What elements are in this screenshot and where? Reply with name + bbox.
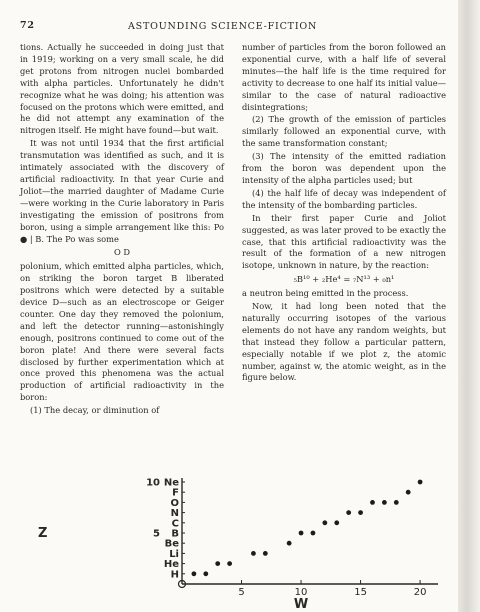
x-tick-label: 15 <box>354 587 367 598</box>
magazine-page <box>18 18 446 608</box>
x-tick-label: 10 <box>294 587 308 598</box>
text-columns <box>20 42 446 472</box>
page-number: 72 <box>20 20 35 31</box>
y-element-label: B <box>171 528 179 540</box>
paragraph: Now, it had long been noted that the naturally occurring isotopes of the various elements do not have any random weights, but that instead they follow a particular pattern, especially notable if we plot z, the atomic number, against w, the atomic weight, as in the figure below. <box>242 301 446 383</box>
paragraph: (1) The decay, or diminution of <box>30 405 160 416</box>
x-axis-label: W <box>293 597 309 608</box>
y-element-label: Ne <box>163 477 179 489</box>
paragraph: (4) the half life of decay was independent of the intensity of the bombarding particles. <box>242 187 446 210</box>
data-point <box>322 520 327 525</box>
inline-diagram-labels: O D <box>113 247 131 258</box>
paragraph: (2) The growth of the emission of particles similarly followed an exponential curve, with the same transformation constant; <box>242 114 446 149</box>
left-column <box>20 42 224 472</box>
nuclear-reaction-equation: ₅B¹⁰ + ₂He⁴ = ₇N¹³ + ₀n¹ <box>293 274 395 285</box>
data-point <box>203 571 208 576</box>
y-axis-label: Z <box>38 526 48 541</box>
y-element-label: F <box>172 487 179 499</box>
paragraph: tions. Actually he succeeded in doing just that in 1919; working on a very small scale, he did get protons from nitrogen nuclei bombarded with alpha particles. Unfortunately he didn't recognize what he was doing; his attention was focused on the protons which were emitted, and he did not attempt any examination of the nitrogen itself. He might have found—but wait. <box>20 42 224 136</box>
data-point <box>334 520 339 525</box>
x-tick-label: 5 <box>238 587 245 598</box>
data-point <box>358 510 363 515</box>
running-head: ASTOUNDING SCIENCE-FICTION <box>128 21 318 32</box>
y-element-label: O <box>170 497 179 509</box>
data-point <box>192 571 197 576</box>
isotope-scatter-plot <box>20 476 446 608</box>
y-tick-label: 10 <box>146 477 160 489</box>
data-point <box>227 561 232 566</box>
paragraph: number of particles from the boron followed an exponential curve, with a half life of several minutes—the half life is the time required for activity to decrease to one half its initial value—similar to the case of natural radioactive disintegrations; <box>242 42 446 112</box>
y-element-label: Be <box>164 538 179 550</box>
paragraph: It was not until 1934 that the first artificial transmutation was identified as such, and it is intimately associated with the discovery of artificial radioactivity. In that year Curie and Joliot—the married daughter of Madame Curie—were working in the Curie laboratory in Paris investigating the emission of positrons from boron, using a simple arrangement like this: Po ● | B. The Po was some <box>20 138 224 244</box>
data-point <box>215 561 220 566</box>
data-point <box>394 500 399 505</box>
data-point <box>251 551 256 556</box>
paragraph: polonium, which emitted alpha particles, which, on striking the boron target B liberated positrons which were detected by a suitable device D—such as an electroscope or Geiger counter. One day they removed the polonium, and left the detector running—astonishingly enough, positrons continued to come out of the boron plate! And there were several facts disclosed by further experimentation which at once proved this phenomena was the actual production of artificial radioactivity in the boron: <box>20 261 224 403</box>
data-point <box>263 551 268 556</box>
data-point <box>418 480 423 485</box>
y-element-label: He <box>163 559 179 571</box>
isotope-chart <box>20 476 446 608</box>
data-point <box>287 541 292 546</box>
data-point <box>406 490 411 495</box>
y-element-label: Li <box>169 548 179 560</box>
y-element-label: H <box>170 569 179 581</box>
x-tick-label: 20 <box>413 587 427 598</box>
data-point <box>382 500 387 505</box>
y-element-label: C <box>171 518 179 530</box>
paragraph: (3) The intensity of the emitted radiation from the boron was dependent upon the intensity of the alpha particles used; but <box>242 151 446 185</box>
y-element-label: N <box>170 508 179 520</box>
page-header <box>18 18 446 36</box>
y-tick-label: 5 <box>153 528 160 540</box>
paragraph: In their first paper Curie and Joliot suggested, as was later proved to be exactly the case, that this artificial radioactivity was the result of the formation of a new nitrogen isotope, unknown in nature, by the reaction: <box>242 212 446 271</box>
right-column <box>242 42 446 472</box>
data-point <box>311 531 316 536</box>
page-gutter-shadow <box>458 0 480 612</box>
data-point <box>346 510 351 515</box>
paragraph: a neutron being emitted in the process. <box>242 288 409 299</box>
data-point <box>370 500 375 505</box>
data-point <box>299 531 304 536</box>
